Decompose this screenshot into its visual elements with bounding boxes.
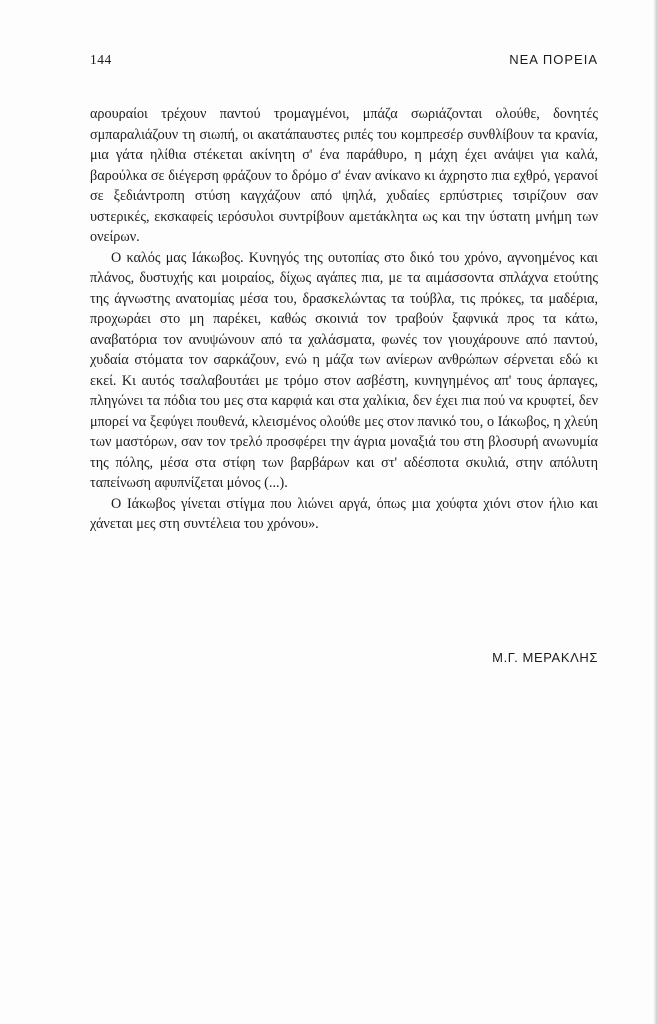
paragraph-2: Ο καλός μας Ιάκωβος. Κυνηγός της ουτοπίας στο δικό του χρόνο, αγνοημένος και πλάνος, δυστυχής και μοιραίος, δίχως αγάπες πια, με τα αιμάσσοντα σπλάχνα ετούτης της άγνωστης ανατομίας μέσα του, δρασκελώντας τα τούβλα, τις πρόκες, τα μαδέρια, προχωράει στο μη παρέκει, καθώς σκοινιά τον τραβούν ξαφνικά προς τα κάτω, αναβατόρια τον ανυψώνουν από τα χαλάσματα, φωνές τον γιουχάρουνε από παντού, χυδαία στόματα τον σαρκάζουν, ενώ η μάζα των ανίερων ανθρώπων σέρνεται εδώ κι εκεί. Κι αυτός τσαλαβουτάει με τρόμο στον ασβέστη, κυνηγημένος απ' τους άρπαγες, πληγώνει τα πόδια του μες στα καρφιά και στα χαλίκια, δεν έχει πια πού να κρυφτεί, δεν μπορεί να ξεφύγει πουθενά, κλεισμένος ολούθε μες στον πανικό του, ο Ιάκωβος, η χλεύη των μαστόρων, σαν τον τρελό προσφέρει την άγρια μοναξιά του στη βλοσυρή ανωνυμία της πόλης, μέσα στα στίφη των βαρβάρων και στ' αδέσποτα σκυλιά, στην απόλυτη ταπείνωση αφυπνίζεται μόνος (...). — [90, 249, 598, 491]
paragraph-3: Ο Ιάκωβος γίνεται στίγμα που λιώνει αργά, όπως μια χούφτα χιόνι στον ήλιο και χάνεται μες στη συντέλεια του χρόνου». — [90, 495, 598, 532]
paragraph-1: αρουραίοι τρέχουν παντού τρομαγμένοι, μπάζα σωριάζονται ολούθε, δονητές σμπαραλιάζουν τη σιωπή, οι ακατάπαυστες ριπές του κομπρεσέρ συνθλίβουν τα κρανία, μια γάτα ηλίθια στέκεται ακίνητη σ' ένα παράθυρο, η μάχη έχει ανάψει για καλά, βαρούλκα σε διέγερση φράζουν το δρόμο σ' έναν ανίκανο κι άχρηστο πια εχθρό, γερανοί σε ξεδιάντροπη στύση καγχάζουν από ψηλά, χυδαίες ερπύστριες τσιρίζουν σαν υστερικές, εκσκαφείς ιερόσυλοι συντρίβουν αμετάκλητα ως και την ύστατη μνήμη των ονείρων. — [90, 106, 598, 245]
page-header — [90, 52, 598, 72]
page-number: 144 — [90, 52, 112, 67]
body-text — [90, 104, 598, 535]
running-title: ΝΕΑ ΠΟΡΕΙΑ — [509, 52, 598, 67]
author-signature: Μ.Γ. ΜΕΡΑΚΛΗΣ — [492, 650, 598, 665]
page-edge-shadow — [653, 0, 657, 1024]
